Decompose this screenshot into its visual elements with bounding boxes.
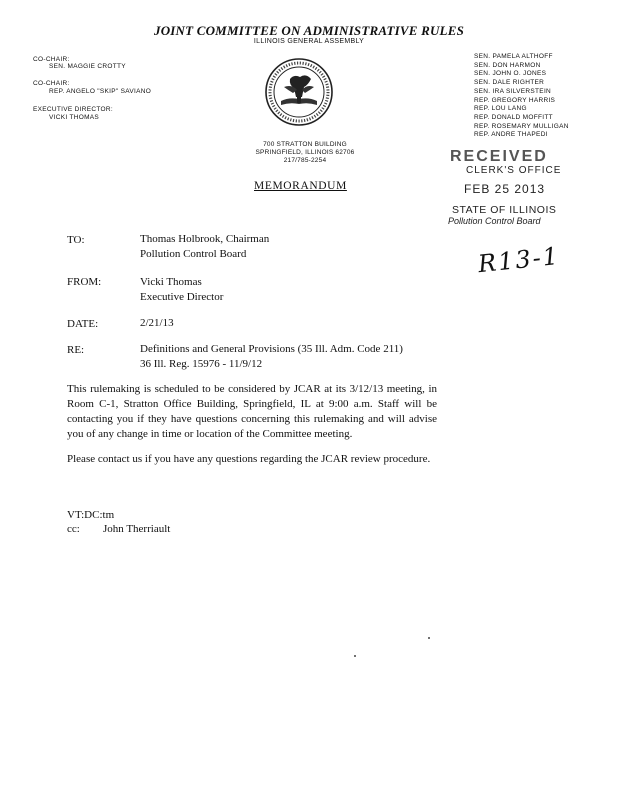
to-label: TO: (67, 234, 85, 246)
committee-title: JOINT COMMITTEE ON ADMINISTRATIVE RULES (154, 23, 464, 38)
address-line: SPRINGFIELD, ILLINOIS 62706 (255, 149, 355, 156)
scan-speck (428, 637, 430, 639)
officer-role-1: CO-CHAIR: (33, 56, 70, 63)
state-seal-icon (264, 57, 334, 127)
typist-initials: VT:DC:tm (67, 509, 115, 521)
body-paragraph-2: Please contact us if you have any questions regarding the JCAR review procedure. (67, 453, 431, 465)
member-list (474, 53, 569, 140)
assembly-subtitle: ILLINOIS GENERAL ASSEMBLY (253, 38, 365, 45)
officer-name-2: REP. ANGELO "SKIP" SAVIANO (49, 88, 152, 95)
scan-speck (354, 655, 356, 657)
re-subject (140, 342, 403, 372)
address-line: 700 STRATTON BUILDING (263, 141, 347, 148)
stamp-state: STATE OF ILLINOIS (452, 204, 557, 216)
member-item: REP. DONALD MOFFITT (474, 113, 553, 121)
stamp-office: CLERK'S OFFICE (466, 165, 562, 176)
member-item: REP. LOU LANG (474, 105, 527, 113)
from-name: Vicki Thomas (140, 276, 202, 288)
handwritten-docket: R13-1 (476, 241, 562, 279)
from-title: Executive Director (140, 291, 224, 303)
memorandum-heading: MEMORANDUM (254, 180, 347, 192)
officer-name-3: VICKI THOMAS (49, 114, 100, 121)
date-value: 2/21/13 (140, 317, 174, 329)
member-item: REP. ROSEMARY MULLIGAN (474, 122, 569, 130)
date-label: DATE: (67, 318, 99, 330)
stamp-received: RECEIVED (450, 148, 548, 165)
officer-role-2: CO-CHAIR: (33, 80, 70, 87)
to-org: Pollution Control Board (140, 248, 247, 260)
stamp-board: Pollution Control Board (448, 216, 541, 226)
cc-label: cc: (67, 523, 80, 535)
re-line-1: Definitions and General Provisions (35 Ill. Adm. Code 211) (140, 343, 403, 355)
member-item: SEN. PAMELA ALTHOFF (474, 53, 553, 60)
committee-address (250, 141, 360, 165)
from-sender (140, 275, 223, 305)
officer-role-3: EXECUTIVE DIRECTOR: (33, 106, 113, 113)
member-item: REP. ANDRE THAPEDI (474, 131, 548, 139)
body-paragraph-1: This rulemaking is scheduled to be considered by JCAR at its 3/12/13 meeting, in Room C-1, Stratton Office Building, Springfield, IL at 9:00 a.m. Staff will be contacting you if they have questions concerning this rulemaking and will advise you of any change in time or location of the Committee meeting. (67, 383, 437, 440)
stamp-date: FEB 25 2013 (464, 182, 546, 196)
cc-name: John Therriault (103, 523, 171, 535)
member-item: REP. GREGORY HARRIS (474, 96, 556, 104)
re-label: RE: (67, 344, 85, 356)
officer-name-1: SEN. MAGGIE CROTTY (49, 63, 126, 70)
to-recipient (140, 232, 269, 262)
to-name: Thomas Holbrook, Chairman (140, 233, 270, 245)
member-item: SEN. DON HARMON (474, 61, 541, 69)
member-item: SEN. DALE RIGHTER (474, 79, 545, 87)
address-line: 217/785-2254 (283, 157, 327, 164)
member-item: SEN. IRA SILVERSTEIN (474, 87, 552, 95)
member-item: SEN. JOHN O. JONES (474, 70, 547, 78)
from-label: FROM: (67, 276, 102, 288)
re-line-2: 36 Ill. Reg. 15976 - 11/9/12 (140, 358, 263, 370)
